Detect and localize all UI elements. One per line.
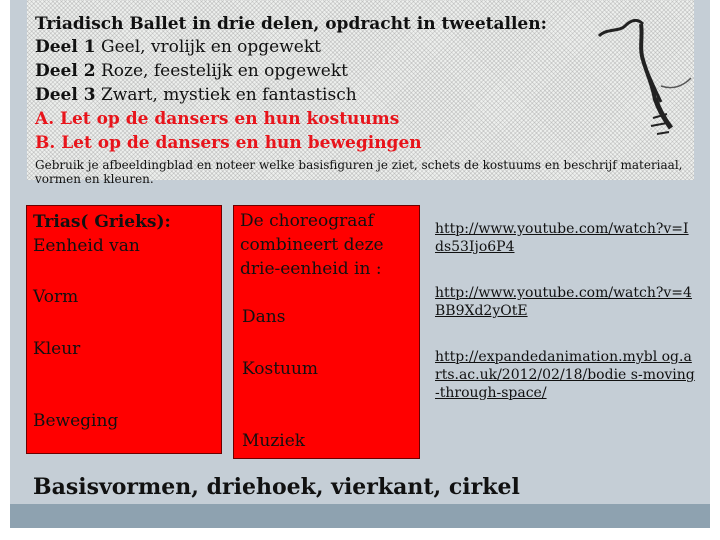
intro-line-2: combineert deze [240, 235, 384, 255]
basisvormen-line: Basisvormen, driehoek, vierkant, cirkel [33, 474, 520, 500]
intro-line-1: De choreograaf [240, 211, 374, 231]
trias-heading: Trias( Grieks): [33, 212, 171, 232]
dancer-sketch-image [595, 6, 695, 146]
youtube-link-2[interactable]: http://www.youtube.com/watch?v=4BB9Xd2yOtE [435, 285, 692, 319]
part-3-text: Zwart, mystiek en fantastisch [95, 85, 357, 105]
trias-subheading: Eenheid van [33, 236, 140, 256]
choreograaf-box [233, 205, 420, 459]
item-vorm: Vorm [33, 287, 79, 307]
slide-bottom-bar [10, 504, 710, 528]
part-1-label: Deel 1 [35, 37, 96, 57]
expandedanimation-link[interactable]: http://expandedanimation.mybl og.arts.ac.uk/2012/02/18/bodie s-moving-through-space/ [435, 349, 695, 401]
task-a: A. Let op de dansers en hun kostuums [35, 109, 400, 129]
assignment-header [27, 0, 694, 186]
part-2-label: Deel 2 [35, 61, 96, 81]
part-2-line [35, 61, 348, 81]
trias-box [26, 205, 222, 454]
item-dans: Dans [242, 307, 286, 327]
part-2-text: Roze, feestelijk en opgewekt [95, 61, 348, 81]
item-muziek: Muziek [242, 431, 306, 451]
instruction-text: Gebruik je afbeeldingblad en noteer welke basisfiguren je ziet, schets de kostuums en beschrijf materiaal, vormen en kleuren. [35, 158, 683, 186]
item-kostuum: Kostuum [242, 359, 319, 379]
item-beweging: Beweging [33, 411, 119, 431]
assignment-title: Triadisch Ballet in drie delen, opdracht in tweetallen: [35, 14, 547, 34]
part-1-text: Geel, vrolijk en opgewekt [95, 37, 321, 57]
intro-line-3: drie-eenheid in : [240, 259, 382, 279]
part-3-label: Deel 3 [35, 85, 96, 105]
part-3-line [35, 85, 357, 105]
task-b: B. Let op de dansers en hun bewegingen [35, 133, 422, 153]
part-1-line [35, 37, 321, 57]
item-kleur: Kleur [33, 339, 81, 359]
youtube-link-1[interactable]: http://www.youtube.com/watch?v=Ids53Ijo6P4 [435, 221, 689, 255]
